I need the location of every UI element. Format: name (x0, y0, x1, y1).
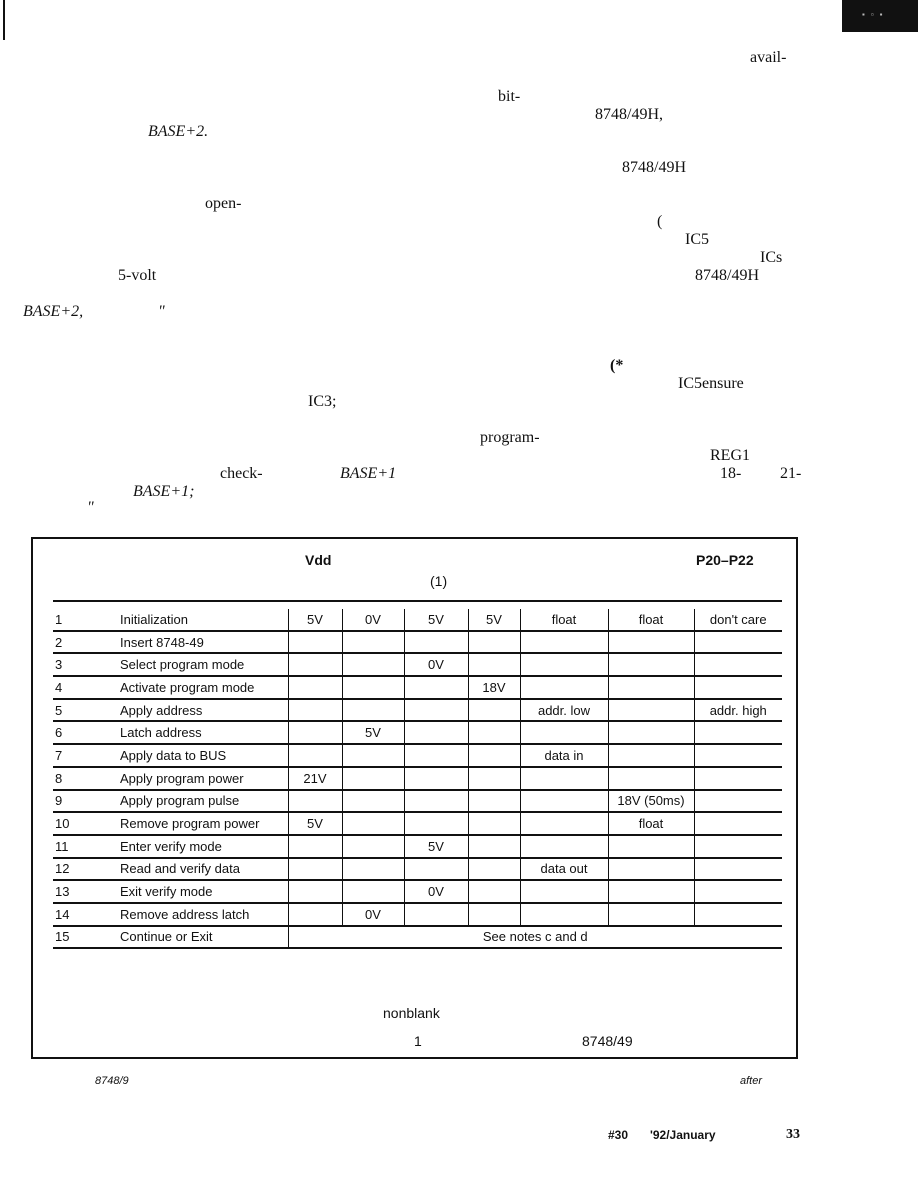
caption-right: after (740, 1075, 763, 1087)
cell-step: 3 (53, 653, 120, 676)
cell-c4 (468, 653, 520, 676)
cell-c5: float (520, 609, 608, 631)
body-fragment: 8748/49H (622, 159, 686, 176)
body-fragment: program- (480, 429, 540, 446)
cell-c2 (342, 880, 404, 903)
cell-p20 (694, 790, 782, 813)
cell-action: Remove program power (120, 812, 288, 835)
body-fragment: (* (610, 357, 624, 374)
cell-c3: 0V (404, 880, 468, 903)
body-fragment: IC5 (685, 231, 709, 248)
note-chip: 8748/49 (582, 1033, 633, 1049)
cell-c5: data in (520, 744, 608, 767)
table-row (53, 609, 782, 631)
cell-vdd (288, 790, 342, 813)
cell-c5 (520, 880, 608, 903)
cell-p20: addr. high (694, 699, 782, 722)
body-fragment: IC5ensure (678, 375, 744, 392)
cell-c3 (404, 676, 468, 699)
cell-c6 (608, 880, 694, 903)
cell-c4 (468, 835, 520, 858)
cell-c3 (404, 767, 468, 790)
cell-step: 12 (53, 858, 120, 881)
cell-vdd (288, 631, 342, 654)
cell-c5 (520, 631, 608, 654)
cell-step: 15 (53, 926, 120, 949)
cell-action: Apply data to BUS (120, 744, 288, 767)
cell-step: 8 (53, 767, 120, 790)
note-one: 1 (414, 1033, 422, 1049)
footer-issue: #30 (608, 1128, 629, 1142)
cell-step: 1 (53, 609, 120, 631)
cell-p20: don't care (694, 609, 782, 631)
cell-c3 (404, 744, 468, 767)
cell-c4: 5V (468, 609, 520, 631)
body-fragment: ICs (760, 249, 783, 266)
table-row (53, 903, 782, 926)
cell-action: Enter verify mode (120, 835, 288, 858)
programming-table (31, 537, 798, 1059)
cell-step: 10 (53, 812, 120, 835)
body-fragment: 8748/49H, (595, 106, 663, 123)
body-fragment: ( (657, 213, 663, 230)
cell-c2 (342, 812, 404, 835)
cell-c3 (404, 631, 468, 654)
table-row (53, 676, 782, 699)
cell-p20 (694, 653, 782, 676)
cell-c2: 5V (342, 721, 404, 744)
cell-c6 (608, 631, 694, 654)
cell-step: 6 (53, 721, 120, 744)
cell-c4 (468, 903, 520, 926)
cell-c6: float (608, 609, 694, 631)
cell-step: 14 (53, 903, 120, 926)
cell-c6 (608, 744, 694, 767)
body-fragment: BASE+1 (340, 465, 397, 482)
table-row (53, 790, 782, 813)
cell-c2 (342, 653, 404, 676)
cell-c6: 18V (50ms) (608, 790, 694, 813)
cell-c4 (468, 880, 520, 903)
cell-c6 (608, 699, 694, 722)
table-row (53, 835, 782, 858)
cell-step: 5 (53, 699, 120, 722)
cell-c4 (468, 721, 520, 744)
cell-c6 (608, 835, 694, 858)
cell-c3 (404, 790, 468, 813)
cell-step: 4 (53, 676, 120, 699)
cell-c4 (468, 812, 520, 835)
cell-c5 (520, 767, 608, 790)
body-fragment: 8748/49H (695, 267, 759, 284)
cell-c4 (468, 790, 520, 813)
body-fragment: BASE+2, (23, 303, 84, 320)
cell-span: See notes c and d (288, 926, 782, 949)
cell-c5 (520, 835, 608, 858)
cell-vdd: 5V (288, 812, 342, 835)
body-fragment: REG1 (710, 447, 750, 464)
body-fragment: " (158, 303, 165, 320)
cell-action: Latch address (120, 721, 288, 744)
cell-c5 (520, 903, 608, 926)
cell-c3: 0V (404, 653, 468, 676)
cell-c4 (468, 631, 520, 654)
cell-p20 (694, 880, 782, 903)
cell-p20 (694, 767, 782, 790)
steps-body (53, 609, 782, 948)
header-note: (1) (430, 573, 448, 589)
cell-action: Apply program pulse (120, 790, 288, 813)
cell-vdd (288, 880, 342, 903)
page-number: 33 (786, 1127, 800, 1142)
table-row (53, 653, 782, 676)
body-fragment: avail- (750, 49, 787, 66)
cell-action: Apply program power (120, 767, 288, 790)
cell-c6 (608, 767, 694, 790)
cell-c3 (404, 699, 468, 722)
cell-vdd (288, 858, 342, 881)
body-fragment: BASE+1; (133, 483, 195, 500)
cell-p20 (694, 903, 782, 926)
cell-action: Remove address latch (120, 903, 288, 926)
footer-date: '92/January (650, 1128, 716, 1142)
steps-table (53, 609, 782, 949)
cell-p20 (694, 676, 782, 699)
cell-c5 (520, 721, 608, 744)
body-fragment: check- (220, 465, 263, 482)
cell-step: 11 (53, 835, 120, 858)
cell-c5 (520, 653, 608, 676)
body-fragment: open- (205, 195, 242, 212)
table-row (53, 880, 782, 903)
body-fragment: bit- (498, 88, 521, 105)
cell-c3: 5V (404, 835, 468, 858)
cell-step: 7 (53, 744, 120, 767)
cell-vdd (288, 835, 342, 858)
cell-action: Activate program mode (120, 676, 288, 699)
cell-p20 (694, 835, 782, 858)
cell-c6 (608, 721, 694, 744)
cell-c4 (468, 767, 520, 790)
cell-c5 (520, 812, 608, 835)
cell-p20 (694, 631, 782, 654)
cell-c6 (608, 903, 694, 926)
table-row (53, 721, 782, 744)
table-row (53, 631, 782, 654)
cell-vdd (288, 903, 342, 926)
cell-vdd (288, 721, 342, 744)
table-row (53, 767, 782, 790)
cell-action: Apply address (120, 699, 288, 722)
cell-c5: data out (520, 858, 608, 881)
body-fragment: 18- (720, 465, 742, 482)
body-fragment: 5-volt (118, 267, 157, 284)
cell-step: 9 (53, 790, 120, 813)
cell-action: Select program mode (120, 653, 288, 676)
cell-c4 (468, 699, 520, 722)
cell-c2 (342, 744, 404, 767)
cell-c6: float (608, 812, 694, 835)
cell-c2 (342, 699, 404, 722)
cell-step: 13 (53, 880, 120, 903)
cell-action: Exit verify mode (120, 880, 288, 903)
cell-c3 (404, 812, 468, 835)
cell-action: Insert 8748-49 (120, 631, 288, 654)
cell-c6 (608, 858, 694, 881)
cell-c2 (342, 790, 404, 813)
body-fragment: IC3; (308, 393, 337, 410)
cell-p20 (694, 812, 782, 835)
table-row (53, 858, 782, 881)
cell-vdd (288, 676, 342, 699)
header-rule (53, 600, 782, 602)
table-row (53, 812, 782, 835)
cell-step: 2 (53, 631, 120, 654)
cell-p20 (694, 744, 782, 767)
cell-p20 (694, 858, 782, 881)
cell-c6 (608, 653, 694, 676)
cell-p20 (694, 721, 782, 744)
cell-c5: addr. low (520, 699, 608, 722)
cell-vdd: 21V (288, 767, 342, 790)
body-fragment: " (87, 499, 94, 516)
cell-c3: 5V (404, 609, 468, 631)
cell-vdd (288, 744, 342, 767)
cell-c2 (342, 858, 404, 881)
cell-c5 (520, 790, 608, 813)
header-vdd: Vdd (305, 552, 332, 568)
cell-c5 (520, 676, 608, 699)
cell-c2 (342, 767, 404, 790)
body-fragment: 21- (780, 465, 802, 482)
cell-c4 (468, 744, 520, 767)
cell-action: Read and verify data (120, 858, 288, 881)
cell-c2: 0V (342, 609, 404, 631)
cell-c3 (404, 903, 468, 926)
cell-vdd (288, 699, 342, 722)
note-nonblank: nonblank (383, 1005, 440, 1021)
body-fragment: BASE+2. (148, 123, 209, 140)
cell-c2: 0V (342, 903, 404, 926)
cell-action: Initialization (120, 609, 288, 631)
cell-c3 (404, 858, 468, 881)
caption-left: 8748/9 (95, 1075, 129, 1087)
cell-c4: 18V (468, 676, 520, 699)
table-row (53, 699, 782, 722)
cell-c4 (468, 858, 520, 881)
table-row (53, 926, 782, 949)
corner-tab: ▪ ▫ ▪ (842, 0, 918, 32)
cell-vdd (288, 653, 342, 676)
table-row (53, 744, 782, 767)
cell-vdd: 5V (288, 609, 342, 631)
header-p20-p22: P20–P22 (696, 552, 754, 568)
margin-rule (3, 0, 5, 40)
cell-c2 (342, 631, 404, 654)
cell-c2 (342, 835, 404, 858)
cell-c2 (342, 676, 404, 699)
cell-c3 (404, 721, 468, 744)
cell-c6 (608, 676, 694, 699)
cell-action: Continue or Exit (120, 926, 288, 949)
